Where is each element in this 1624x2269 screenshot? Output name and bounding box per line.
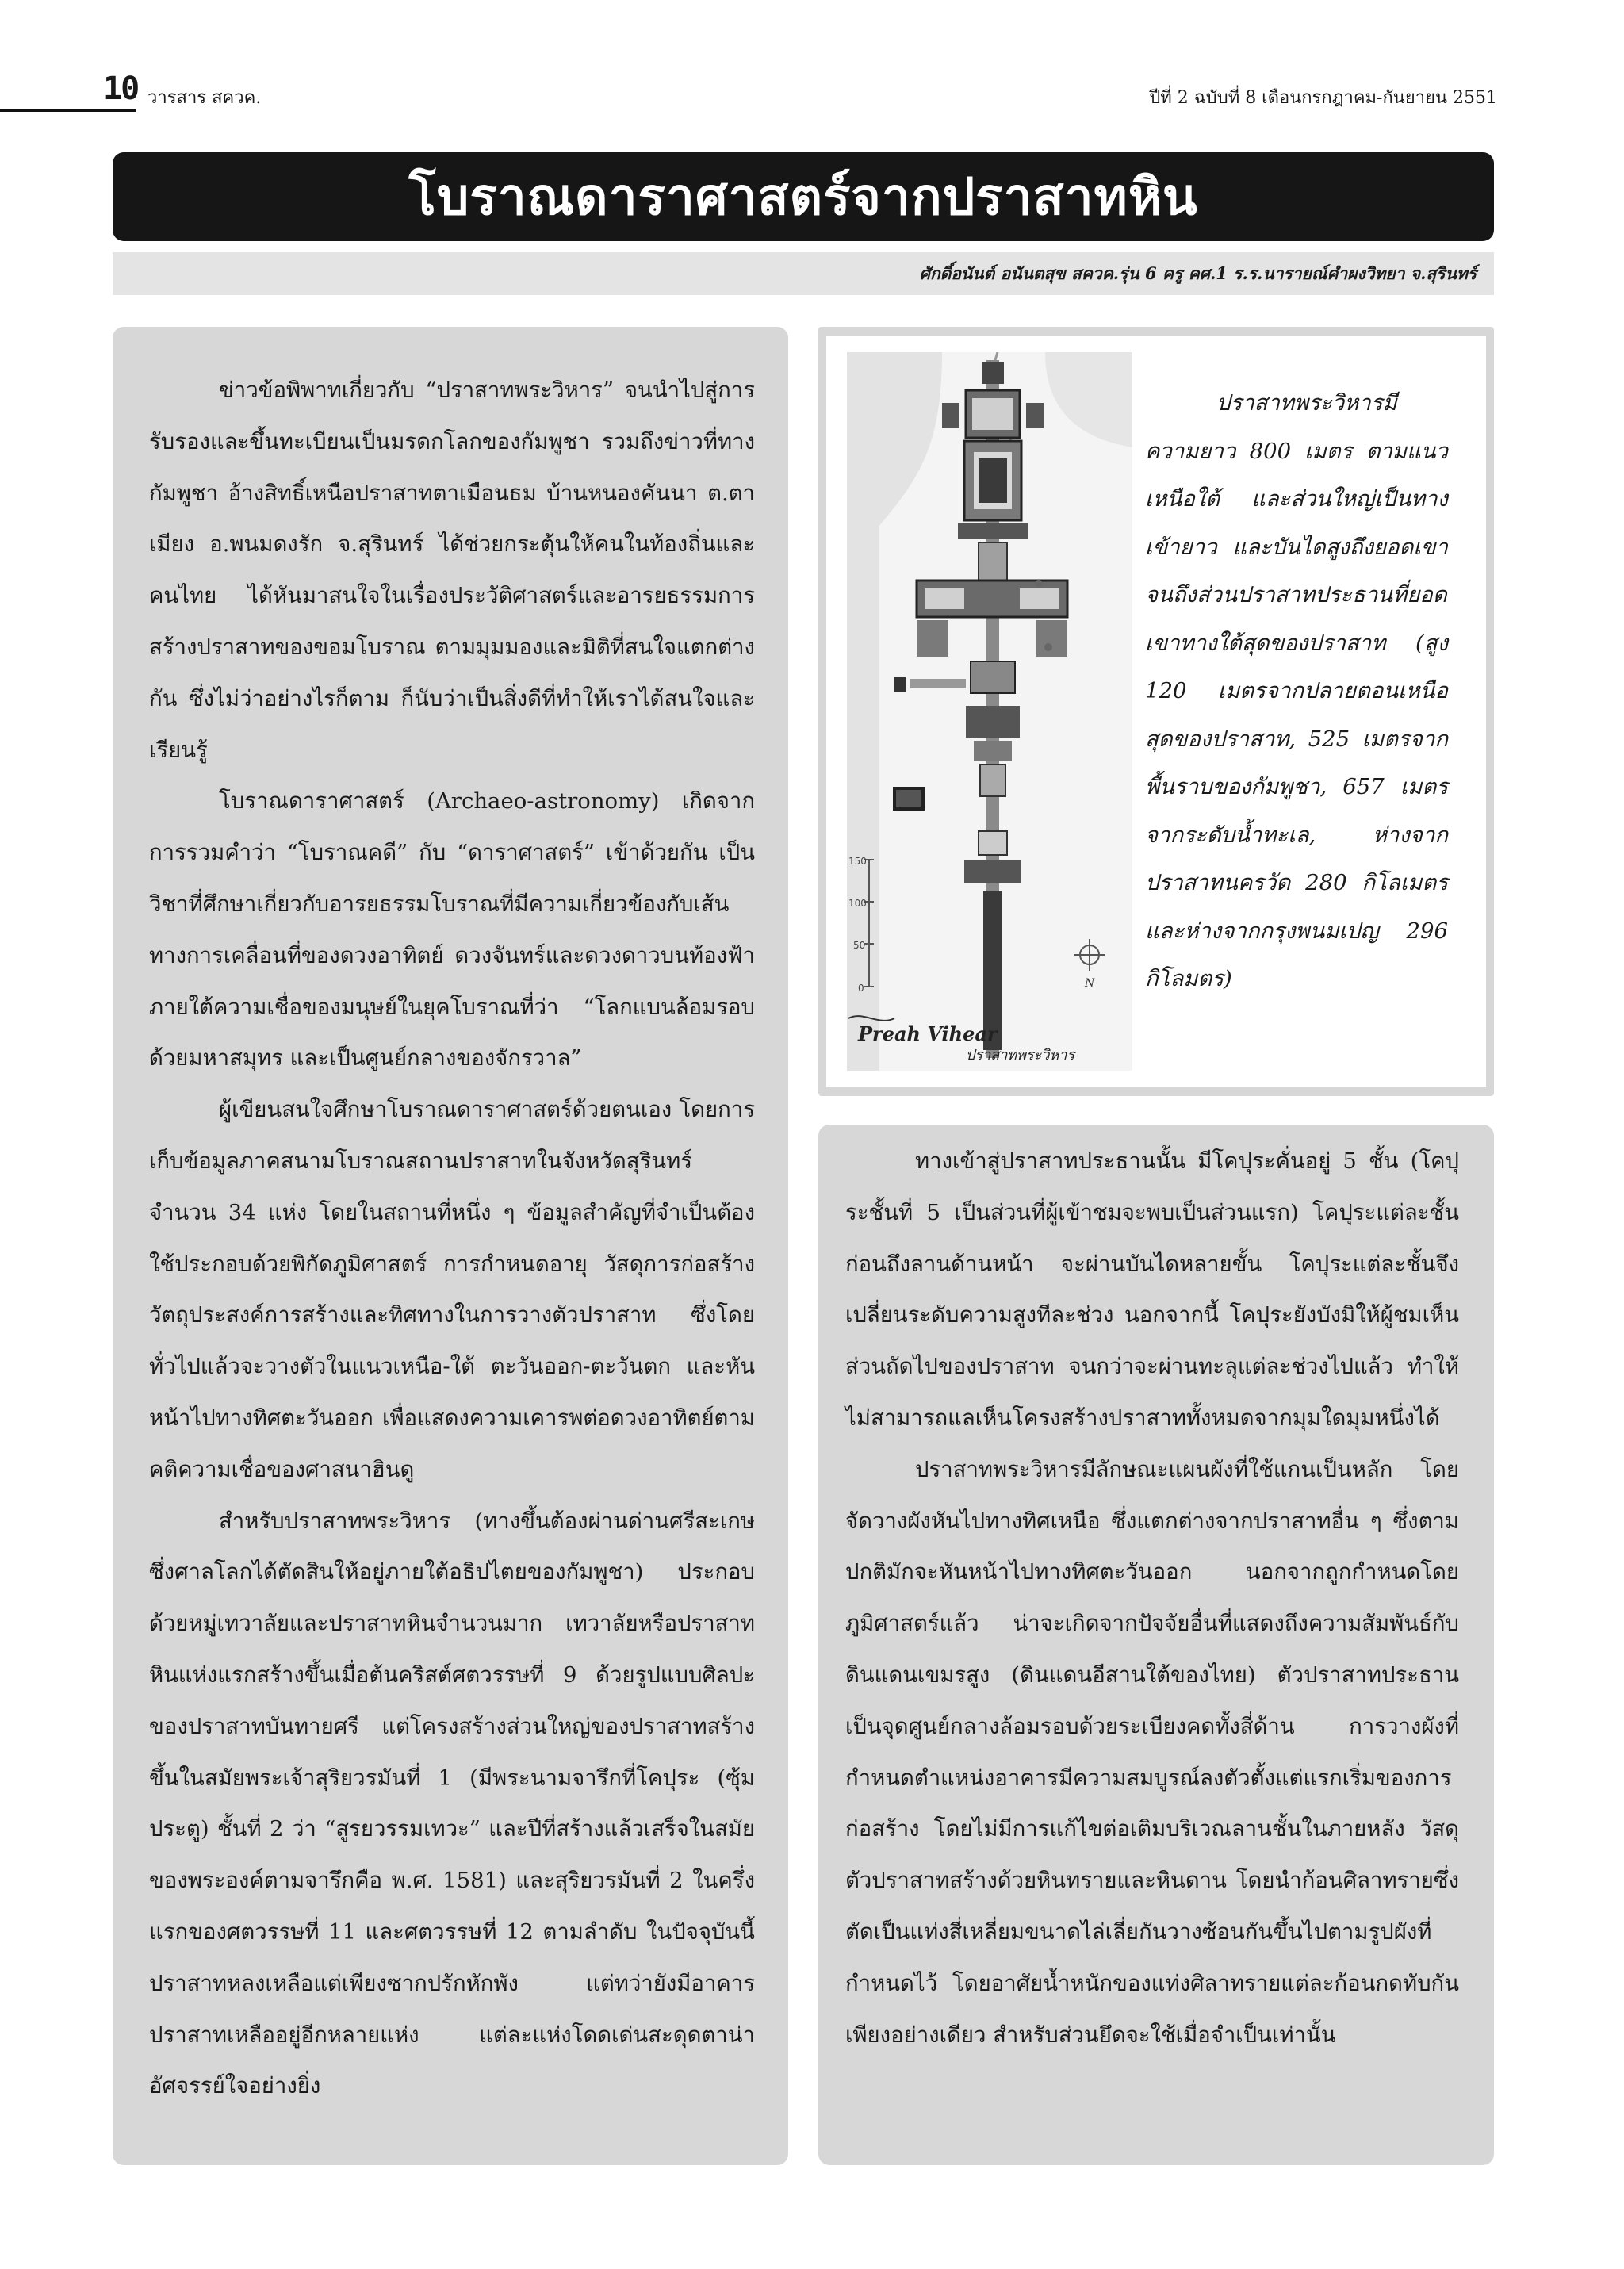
issue-info: ปีที่ 2 ฉบับที่ 8 เดือนกรกฎาคม-กันยายน 2551 bbox=[1149, 88, 1497, 108]
scale-tick-label: 100 bbox=[848, 898, 867, 909]
paragraph: สำหรับปราสาทพระวิหาร (ทางขึ้นต้องผ่านด่านศรีสะเกษ ซึ่งศาลโลกได้ตัดสินให้อยู่ภายใต้อธิปไตยของกัมพูชา) ประกอบด้วยหมู่เทวาลัยและปราสาทหินจำนวนมาก เทวาลัยหรือปราสาทหินแห่งแรกสร้างขึ้นเมื่อต้นคริสต์ศตวรรษที่ 9 ด้วยรูปแบบศิลปะของปราสาทบันทายศรี แต่โครงสร้างส่วนใหญ่ของปราสาทสร้างขึ้นในสมัยพระเจ้าสุริยวรมันที่ 1 (มีพระนามจารึกที่โคปุระ (ซุ้มประตู) ชั้นที่ 2 ว่า “สูรยวรรมเทวะ” และปีที่สร้างแล้วเสร็จในสมัยของพระองค์ตามจารึกคือ พ.ศ. 1581) และสุริยวรมันที่ 2 ในครึ่งแรกของศตวรรษที่ 11 และศตวรรษที่ 12 ตามลำดับ ในปัจจุบันนี้ปราสาทหลงเหลือแต่เพียงซากปรักหักพัง แต่ทว่ายังมีอาคารปราสาทเหลืออยู่อีกหลายแห่ง แต่ละแห่งโดดเด่นสะดุดตาน่าอัศจรรย์ใจอย่างยิ่ง bbox=[149, 1508, 755, 2099]
author-text: ศักดิ์อนันต์ อนันตสุข สควค.รุ่น 6 ครู คศ.1 ร.ร.นารายณ์คำผงวิทยา จ.สุรินทร์ bbox=[919, 263, 1477, 283]
temple-plan-image bbox=[847, 352, 1132, 1071]
plan-label-th: ปราสาทพระวิหาร bbox=[966, 1047, 1075, 1064]
scale-tick-label: 0 bbox=[858, 983, 864, 994]
paragraph: ปราสาทพระวิหารมีลักษณะแผนผังที่ใช้แกนเป็นหลัก โดยจัดวางผังหันไปทางทิศเหนือ ซึ่งแตกต่างจากปราสาทอื่น ๆ ซึ่งตามปกติมักจะหันหน้าไปทางทิศตะวันออก นอกจากถูกกำหนดโดยภูมิศาสตร์แล้ว น่าจะเกิดจากปัจจัยอื่นที่แสดงถึงความสัมพันธ์กับดินแดนเขมรสูง (ดินแดนอีสานใต้ของไทย) ตัวปราสาทประธานเป็นจุดศูนย์กลางล้อมรอบด้วยระเบียงคดทั้งสี่ด้าน การวางผังที่กำหนดตำแหน่งอาคารมีความสมบูรณ์ลงตัวตั้งแต่แรกเริ่มของการก่อสร้าง โดยไม่มีการแก้ไขต่อเติมบริเวณลานชั้นในภายหลัง วัสดุตัวปราสาทสร้างด้วยหินทรายและหินดาน โดยนำก้อนศิลาทรายซึ่งตัดเป็นแท่งสี่เหลี่ยมขนาดไล่เลี่ยกันวางซ้อนกันขึ้นไปตามรูปผังที่กำหนดไว้ โดยอาศัยน้ำหนักของแท่งศิลาทรายแต่ละก้อนกดทับกันเพียงอย่างเดียว สำหรับส่วนยึดจะใช้เมื่อจำเป็นเท่านั้น bbox=[845, 1456, 1459, 2048]
paragraph: ผู้เขียนสนใจศึกษาโบราณดาราศาสตร์ด้วยตนเอง โดยการเก็บข้อมูลภาคสนามโบราณสถานปราสาทในจังหวัดสุรินทร์ จำนวน 34 แห่ง โดยในสถานที่หนึ่ง ๆ ข้อมูลสำคัญที่จำเป็นต้องใช้ประกอบด้วยพิกัดภูมิศาสตร์ การกำหนดอายุ วัสดุการก่อสร้าง วัตถุประสงค์การสร้างและทิศทางในการวางตัวปราสาท ซึ่งโดยทั่วไปแล้วจะวางตัวในแนวเหนือ-ใต้ ตะวันออก-ตะวันตก และหันหน้าไปทางทิศตะวันออก เพื่อแสดงความเคารพต่อดวงอาทิตย์ตามคติความเชื่อของศาสนาฮินดู bbox=[149, 1097, 755, 1482]
page-number: 10 bbox=[103, 71, 139, 107]
plan-label-en: Preah Vihear bbox=[858, 1022, 998, 1045]
scale-tick-label: 50 bbox=[853, 940, 866, 951]
page-header bbox=[0, 70, 1624, 117]
author-byline bbox=[113, 252, 1494, 295]
article-title: โบราณดาราศาสตร์จากปราสาทหิน bbox=[113, 152, 1494, 241]
paragraph: โบราณดาราศาสตร์ (Archaeo-astronomy) เกิดจากการรวมคำว่า “โบราณคดี” กับ “ดาราศาสตร์” เข้าด้วยกัน เป็นวิชาที่ศึกษาเกี่ยวกับอารยธรรมโบราณที่มีความเกี่ยวข้องกับเส้นทางการเคลื่อนที่ของดวงอาทิตย์ ดวงจันทร์และดวงดาวบนท้องฟ้า ภายใต้ความเชื่อของมนุษย์ในยุคโบราณที่ว่า “โลกแบนล้อมรอบด้วยมหาสมุทร และเป็นศูนย์กลางของจักรวาล” bbox=[149, 788, 755, 1071]
paragraph: ข่าวข้อพิพาทเกี่ยวกับ “ปราสาทพระวิหาร” จนนำไปสู่การรับรองและขึ้นทะเบียนเป็นมรดกโลกของกัมพูชา รวมถึงข่าวที่ทางกัมพูชา อ้างสิทธิ์เหนือปราสาทตาเมือนธม บ้านหนองคันนา ต.ตาเมียง อ.พนมดงรัก จ.สุรินทร์ ได้ช่วยกระตุ้นให้คนในท้องถิ่นและคนไทย ได้หันมาสนใจในเรื่องประวัติศาสตร์และอารยธรรมการสร้างปราสาทของขอมโบราณ ตามมุมมองและมิติที่สนใจแตกต่างกัน ซึ่งไม่ว่าอย่างไรก็ตาม ก็นับว่าเป็นสิ่งดีที่ทำให้เราได้สนใจและเรียนรู้ bbox=[149, 378, 755, 763]
caption-text: ปราสาทพระวิหารมีความยาว 800 เมตร ตามแนวเหนือใต้ และส่วนใหญ่เป็นทางเข้ายาว และบันไดสูงถึงยอดเขาจนถึงส่วนปราสาทประธานที่ยอดเขาทางใต้สุดของปราสาท (สูง 120 เมตรจากปลายตอนเหนือสุดของปราสาท, 525 เมตรจากพื้นราบของกัมพูชา, 657 เมตรจากระดับน้ำทะเล, ห่างจากปราสาทนครวัด 280 กิโลเมตร และห่างจากกรุงพนมเปญ 296 กิโลมตร) bbox=[1145, 390, 1448, 991]
scale-tick-label: 150 bbox=[848, 856, 867, 867]
figure-caption bbox=[1145, 379, 1448, 1003]
journal-name: วารสาร สควค. bbox=[147, 88, 262, 108]
paragraph: ทางเข้าสู่ปราสาทประธานนั้น มีโคปุระคั่นอยู่ 5 ชั้น (โคปุระชั้นที่ 5 เป็นส่วนที่ผู้เข้าชมจะพบเป็นส่วนแรก) โคปุระแต่ละชั้นก่อนถึงลานด้านหน้า จะผ่านบันไดหลายขั้น โคปุระแต่ละชั้นจึงเปลี่ยนระดับความสูงทีละช่วง นอกจากนี้ โคปุระยังบังมิให้ผู้ชมเห็นส่วนถัดไปของปราสาท จนกว่าจะผ่านทะลุแต่ละช่วงไปแล้ว ทำให้ไม่สามารถแลเห็นโครงสร้างปราสาททั้งหมดจากมุมใดมุมหนึ่งได้ bbox=[845, 1148, 1459, 1431]
left-column-text bbox=[149, 365, 755, 2112]
compass-label: N bbox=[1085, 977, 1095, 990]
right-column-text bbox=[845, 1136, 1459, 2060]
header-rule bbox=[0, 109, 136, 112]
